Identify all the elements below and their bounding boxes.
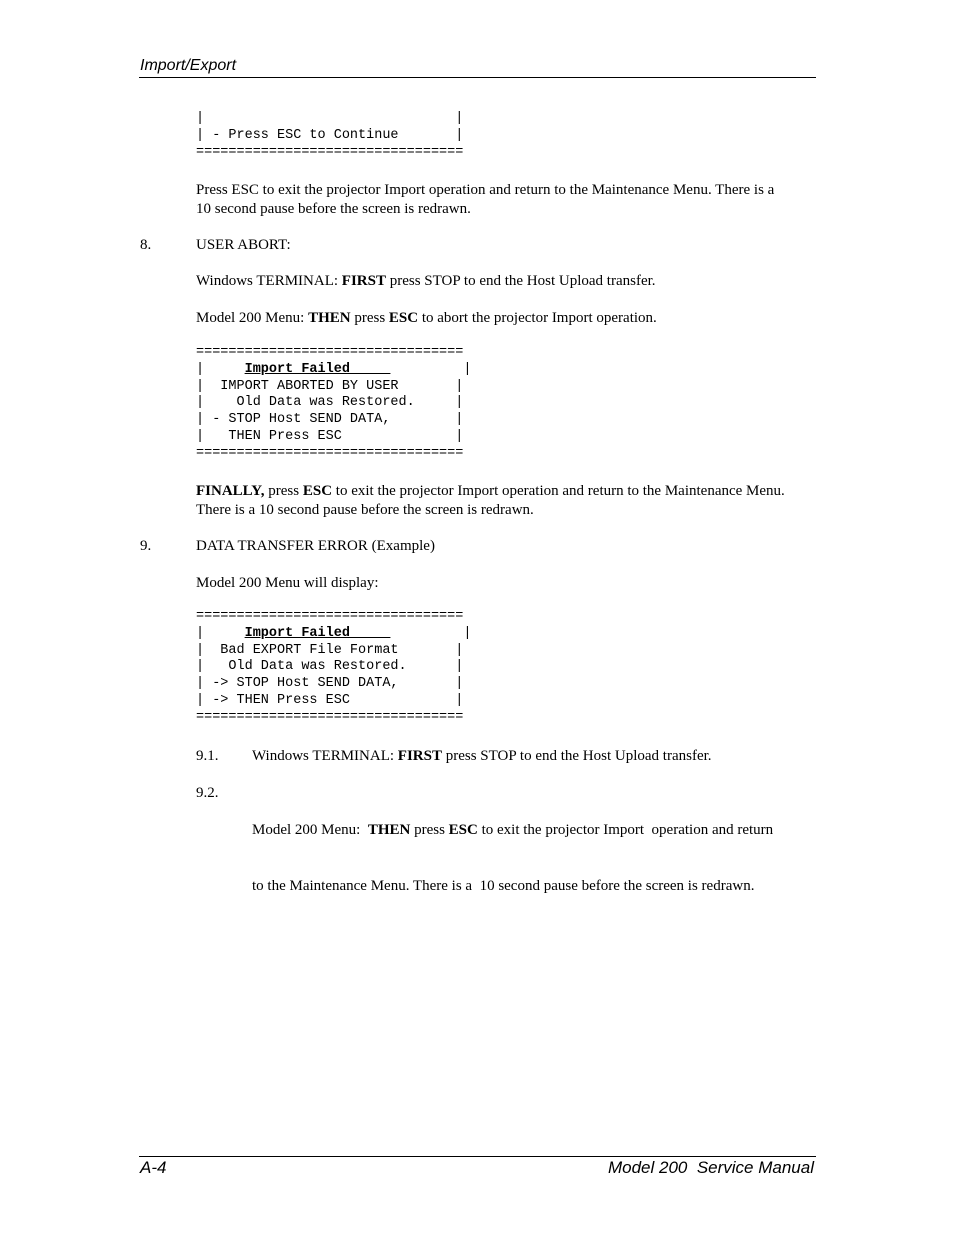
screen-border: =================================	[196, 144, 464, 160]
header-rule	[139, 77, 816, 78]
screen-line: | Old Data was Restored. |	[196, 659, 464, 675]
subitem-number: 9.1.	[196, 748, 219, 764]
bold-text: FIRST	[397, 748, 442, 764]
item-number: 8.	[140, 237, 152, 253]
text: press STOP to end the Host Upload transfer.	[385, 273, 656, 289]
screen-line: | |	[196, 111, 464, 126]
terminal-instruction	[196, 272, 656, 291]
screen-border: =================================	[196, 709, 464, 725]
text: |	[196, 625, 245, 641]
bold-text: THEN	[367, 822, 411, 838]
text: press	[264, 483, 303, 499]
page-header-title: Import/Export	[140, 57, 237, 74]
text: |	[390, 625, 472, 641]
manual-title: Model 200 Service Manual	[607, 1158, 814, 1177]
screen-line: | - STOP Host SEND DATA, |	[196, 412, 464, 428]
screen-continue-box	[196, 111, 463, 161]
screen-title: Import Failed	[244, 625, 391, 641]
text: press	[350, 310, 389, 326]
bold-text: ESC	[388, 310, 419, 326]
screen-title: Import Failed	[244, 361, 391, 377]
paragraph-line	[196, 482, 785, 501]
screen-transfer-error-box	[196, 609, 471, 727]
text: to exit the projector Import operation and return	[477, 822, 774, 838]
paragraph-press-esc	[196, 181, 774, 218]
text: Model 200 Menu:	[196, 310, 309, 326]
paragraph-line: Press ESC to exit the projector Import operation and return to the Maintenance Menu. There is a	[196, 182, 775, 198]
screen-line: | - Press ESC to Continue |	[196, 127, 464, 143]
subitem-number: 9.2.	[196, 785, 219, 801]
text: Windows TERMINAL:	[252, 748, 398, 764]
screen-user-abort-box	[196, 345, 471, 463]
screen-line: | Old Data was Restored. |	[196, 395, 464, 411]
bold-text: THEN	[308, 310, 351, 326]
text: |	[390, 361, 472, 377]
screen-border: =================================	[196, 345, 464, 360]
bold-text: FINALLY,	[196, 483, 265, 499]
subitem-text	[252, 784, 773, 914]
item-title: USER ABORT:	[196, 237, 291, 253]
text: to abort the projector Import operation.	[418, 310, 657, 326]
subitem-text	[252, 747, 712, 766]
paragraph-line: to the Maintenance Menu. There is a 10 second pause before the screen is redrawn.	[252, 877, 755, 894]
screen-line	[196, 626, 471, 641]
screen-line: | -> THEN Press ESC |	[196, 692, 464, 708]
page-number: A-4	[140, 1158, 167, 1177]
text: to exit the projector Import operation and return to the Maintenance Menu.	[332, 483, 785, 499]
paragraph-finally	[196, 482, 785, 519]
footer-rule	[139, 1156, 816, 1157]
screen-line: | THEN Press ESC |	[196, 428, 464, 444]
screen-border: =================================	[196, 445, 464, 461]
text: press	[410, 822, 449, 838]
paragraph-line: 10 second pause before the screen is redrawn.	[196, 200, 471, 217]
bold-text: FIRST	[341, 273, 386, 289]
item-number: 9.	[140, 538, 152, 554]
text: Model 200 Menu:	[252, 822, 368, 838]
text: |	[196, 361, 245, 377]
text: Windows TERMINAL:	[196, 273, 342, 289]
bold-text: ESC	[448, 822, 478, 838]
paragraph-line: There is a 10 second pause before the screen is redrawn.	[196, 501, 534, 518]
text: press STOP to end the Host Upload transfer.	[441, 748, 712, 764]
bold-text: ESC	[302, 483, 333, 499]
menu-instruction	[196, 309, 657, 328]
screen-line: | IMPORT ABORTED BY USER |	[196, 378, 464, 394]
screen-line: | Bad EXPORT File Format |	[196, 642, 464, 658]
item-title: DATA TRANSFER ERROR (Example)	[196, 538, 435, 554]
screen-line	[196, 362, 471, 377]
paragraph-line	[252, 821, 773, 840]
screen-line: | -> STOP Host SEND DATA, |	[196, 676, 464, 692]
screen-border: =================================	[196, 609, 464, 624]
display-text: Model 200 Menu will display:	[196, 575, 379, 591]
